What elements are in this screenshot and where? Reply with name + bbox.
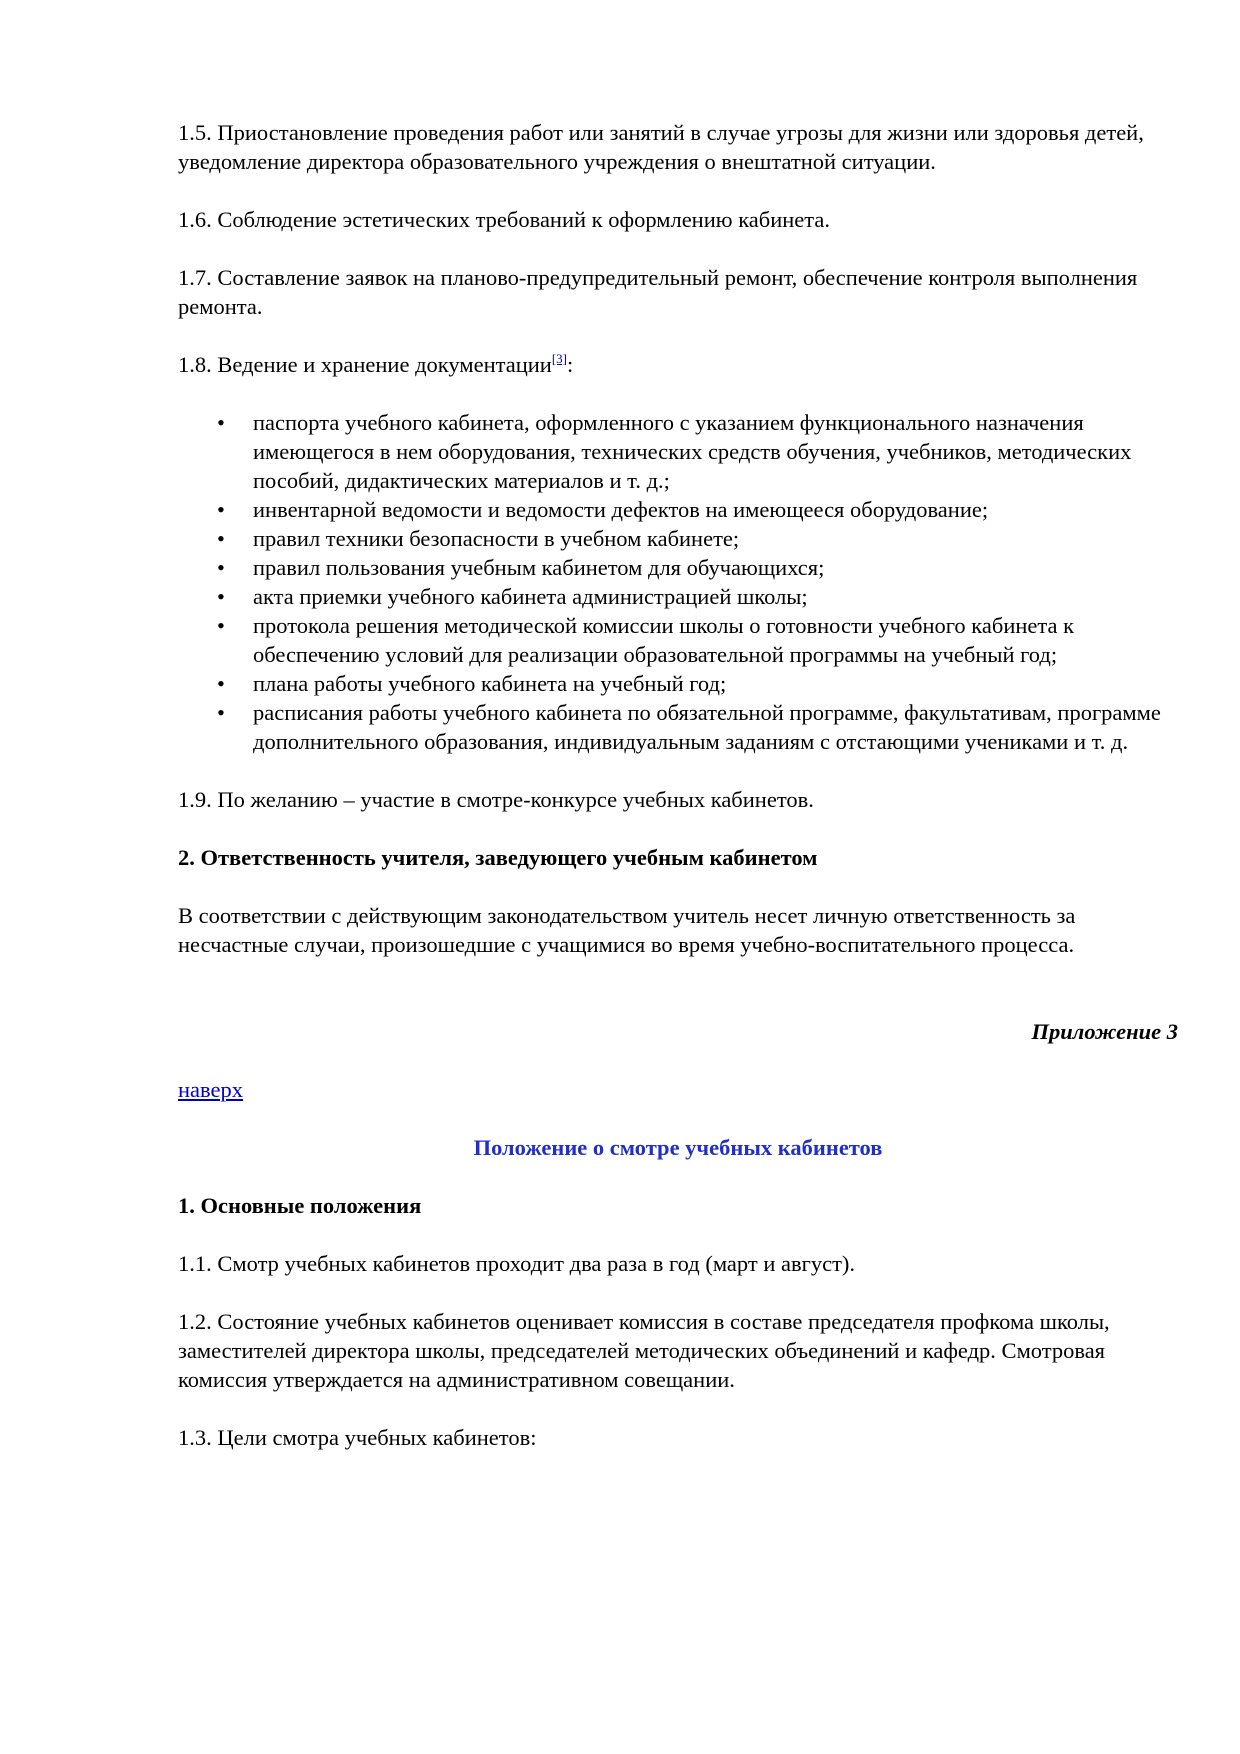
paragraph-1-5: 1.5. Приостановление проведения работ или занятий в случае угрозы для жизни или здоровья детей, уведомление директора образовательного учреждения о внештатной ситуации. bbox=[178, 120, 1144, 174]
list-item: • правил техники безопасности в учебном кабинете; bbox=[253, 524, 1178, 553]
paragraph-1-6: 1.6. Соблюдение эстетических требований к оформлению кабинета. bbox=[178, 207, 831, 232]
documentation-list bbox=[178, 408, 1178, 756]
paragraph-1-8-text: 1.8. Ведение и хранение документации bbox=[178, 352, 552, 377]
document-title: Положение о смотре учебных кабинетов bbox=[473, 1135, 883, 1160]
paragraph-1-2: 1.2. Состояние учебных кабинетов оценивает комиссия в составе председателя профкома школы, заместителей директора школы, председателей методических объединений и кафедр. Смотровая комиссия утверждается на административном совещании. bbox=[178, 1309, 1110, 1392]
list-item: • правил пользования учебным кабинетом для обучающихся; bbox=[253, 553, 1178, 582]
section-2-heading: 2. Ответственность учителя, заведующего учебным кабинетом bbox=[178, 845, 818, 870]
paragraph-1-9: 1.9. По желанию – участие в смотре-конкурсе учебных кабинетов. bbox=[178, 787, 814, 812]
list-item: • расписания работы учебного кабинета по обязательной программе, факультативам, программе дополнительного образования, индивидуальным заданиям с отстающими учениками и т. д. bbox=[253, 698, 1178, 756]
section-2-text: В соответствии с действующим законодательством учитель несет личную ответственность за несчастные случаи, произошедшие с учащимися во время учебно-воспитательного процесса. bbox=[178, 903, 1076, 957]
list-item: • инвентарной ведомости и ведомости дефектов на имеющееся оборудование; bbox=[253, 495, 1178, 524]
list-item: • акта приемки учебного кабинета администрацией школы; bbox=[253, 582, 1178, 611]
paragraph-1-3: 1.3. Цели смотра учебных кабинетов: bbox=[178, 1425, 537, 1450]
paragraph-1-1: 1.1. Смотр учебных кабинетов проходит два раза в год (март и август). bbox=[178, 1251, 856, 1276]
paragraph-1-7: 1.7. Составление заявок на планово-предупредительный ремонт, обеспечение контроля выполнения ремонта. bbox=[178, 265, 1138, 319]
paragraph-1-8 bbox=[178, 350, 1178, 379]
top-link-row bbox=[178, 1075, 1178, 1104]
paragraph-1-8-colon: : bbox=[567, 352, 574, 377]
document-page bbox=[178, 118, 1178, 1481]
footnote-link-3[interactable]: [3] bbox=[551, 351, 567, 366]
appendix-label: Приложение 3 bbox=[1031, 1019, 1178, 1044]
list-item: • протокола решения методической комиссии школы о готовности учебного кабинета к обеспечению условий для реализации образовательной программы на учебный год; bbox=[253, 611, 1178, 669]
list-item: • плана работы учебного кабинета на учебный год; bbox=[253, 669, 1178, 698]
section-1-heading: 1. Основные положения bbox=[178, 1193, 422, 1218]
list-item: • паспорта учебного кабинета, оформленного с указанием функционального назначения имеющегося в нем оборудования, технических средств обучения, учебников, методических пособий, дидактических материалов и т. д.; bbox=[253, 408, 1178, 495]
back-to-top-link[interactable]: наверх bbox=[178, 1077, 244, 1102]
